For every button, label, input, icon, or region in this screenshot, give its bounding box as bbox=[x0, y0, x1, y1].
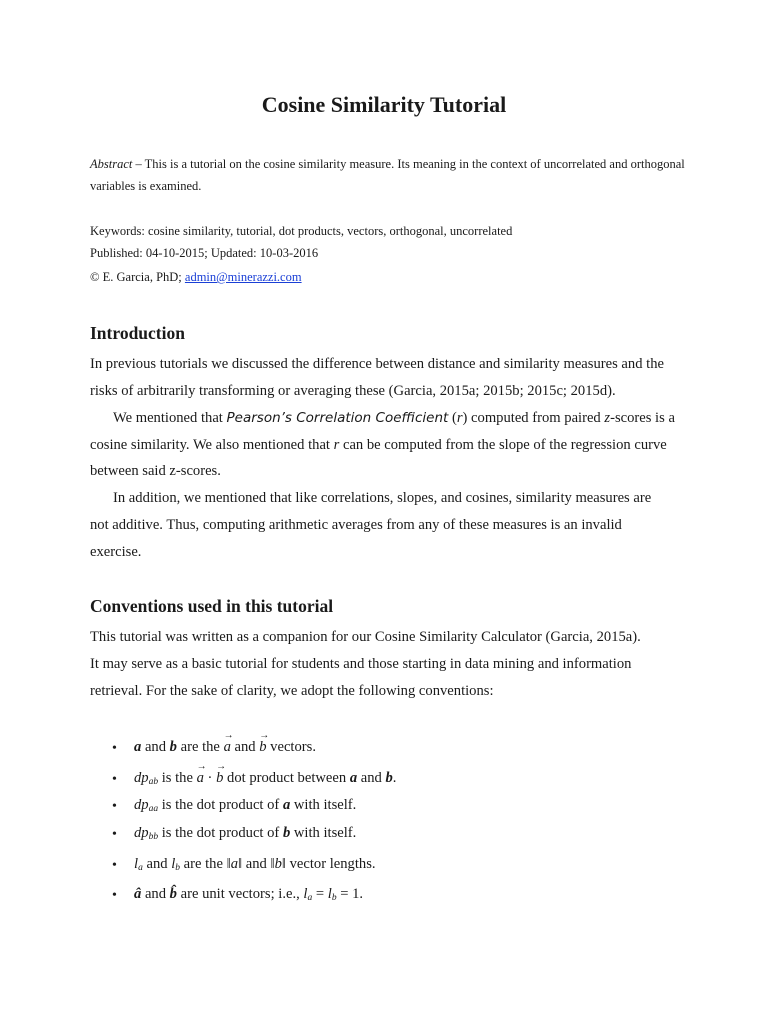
text: are the bbox=[176, 739, 224, 755]
z-symbol: z bbox=[604, 410, 611, 426]
a-symbol: a bbox=[134, 739, 142, 755]
intro-p2-text-c: ) computed from paired bbox=[462, 410, 605, 426]
vector-a-symbol: → a bbox=[197, 770, 204, 787]
l-symbol: l bbox=[327, 886, 332, 902]
intro-paragraph-3-line-3: exercise. bbox=[90, 544, 142, 560]
intro-p2-text-a: We mentioned that bbox=[113, 410, 227, 426]
abstract-label: Abstract bbox=[90, 157, 133, 171]
subscript: b bbox=[331, 893, 337, 903]
abstract-text-1: – This is a tutorial on the cosine similarity measure. Its meaning in the context of uncorrelated and orthogonal bbox=[132, 157, 685, 171]
bullet-item-vectors bbox=[134, 739, 316, 756]
unit-b-symbol: b̂ bbox=[169, 886, 177, 902]
bullet-item-lengths bbox=[134, 856, 376, 873]
author-line bbox=[90, 270, 302, 285]
intro-paragraph-3-line-1: In addition, we mentioned that like correlations, slopes, and cosines, similarity measures are bbox=[113, 490, 652, 506]
conventions-heading: Conventions used in this tutorial bbox=[90, 596, 334, 616]
abstract-line-2: variables is examined. bbox=[90, 179, 202, 193]
intro-p2-text-d: -scores is a bbox=[610, 410, 675, 426]
intro-paragraph-1-line-1: In previous tutorials we discussed the difference between distance and similarity measures and the bbox=[90, 356, 664, 372]
text: and bbox=[141, 886, 170, 902]
dp-symbol: dp bbox=[134, 825, 149, 841]
subscript: a bbox=[307, 893, 313, 903]
bullet-item-dpab bbox=[134, 770, 396, 787]
l-symbol: l bbox=[134, 856, 139, 872]
subscript: aa bbox=[148, 804, 159, 814]
text: with itself. bbox=[290, 797, 357, 813]
bullet-marker: • bbox=[112, 741, 117, 756]
dp-symbol: dp bbox=[134, 797, 149, 813]
subscript: b bbox=[175, 863, 180, 873]
text: and bbox=[242, 856, 271, 872]
r-symbol: r bbox=[456, 410, 463, 426]
text: = bbox=[312, 886, 328, 902]
dot-operator: · bbox=[203, 770, 217, 786]
text: vector lengths. bbox=[285, 856, 376, 872]
dp-symbol: dp bbox=[134, 770, 149, 786]
text: = 1. bbox=[336, 886, 364, 902]
text: are unit vectors; i.e., bbox=[176, 886, 304, 902]
keywords: Keywords: cosine similarity, tutorial, dot products, vectors, orthogonal, uncorrelated bbox=[90, 224, 513, 238]
document-title: Cosine Similarity Tutorial bbox=[261, 92, 507, 117]
unit-a-symbol: â bbox=[134, 886, 142, 902]
bullet-marker: • bbox=[112, 772, 117, 787]
text: are the bbox=[180, 856, 227, 872]
vector-a-symbol: → a bbox=[224, 739, 231, 756]
abstract-line-1 bbox=[90, 157, 685, 172]
b-symbol: b bbox=[169, 739, 177, 755]
intro-paragraph-2-line-2 bbox=[90, 437, 667, 454]
b-symbol: b bbox=[282, 825, 291, 841]
author-email-link[interactable]: admin@minerazzi.com bbox=[184, 270, 302, 284]
bullet-item-unit-vectors bbox=[134, 886, 363, 903]
vector-b-symbol: → b bbox=[216, 770, 223, 787]
l-symbol: l bbox=[303, 886, 308, 902]
subscript: a bbox=[138, 863, 143, 873]
a-symbol: a bbox=[282, 797, 291, 813]
l-symbol: l bbox=[171, 856, 176, 872]
bullet-marker: • bbox=[112, 888, 117, 903]
bullet-item-dpbb bbox=[134, 825, 356, 842]
intro-p2-text-b: ( bbox=[448, 410, 457, 426]
published-date: Published: 04-10-2015; Updated: 10-03-2016 bbox=[90, 246, 319, 260]
bullet-marker: • bbox=[112, 858, 117, 873]
a-symbol: a bbox=[349, 770, 358, 786]
conventions-paragraph-2-line-2: retrieval. For the sake of clarity, we adopt the following conventions: bbox=[90, 683, 494, 699]
intro-p2-line2-b: can be computed from the slope of the regression curve bbox=[339, 437, 667, 453]
pearson-term: Pearson’s Correlation Coefficient bbox=[226, 410, 449, 426]
vector-b-symbol: → b bbox=[259, 739, 266, 756]
conventions-paragraph-2-line-1: It may serve as a basic tutorial for students and those starting in data mining and information bbox=[90, 656, 632, 672]
intro-paragraph-3-line-2: not additive. Thus, computing arithmetic averages from any of these measures is an invalid bbox=[90, 517, 622, 533]
norm-a-symbol: ‖a‖ bbox=[226, 856, 243, 872]
text: is the dot product of bbox=[158, 825, 283, 841]
subscript: bb bbox=[148, 832, 159, 842]
text: and bbox=[230, 739, 260, 755]
text: and bbox=[142, 856, 172, 872]
bullet-marker: • bbox=[112, 827, 117, 842]
text: is the bbox=[158, 770, 197, 786]
b-symbol: b bbox=[385, 770, 393, 786]
intro-paragraph-2-line-1 bbox=[113, 410, 675, 427]
bullet-marker: • bbox=[112, 799, 117, 814]
conventions-paragraph-1: This tutorial was written as a companion for our Cosine Similarity Calculator (Garcia, 2015a). bbox=[90, 629, 641, 645]
introduction-heading: Introduction bbox=[90, 323, 185, 343]
bullet-item-dpaa bbox=[134, 797, 356, 814]
r-symbol: r bbox=[333, 437, 340, 453]
text: dot product between bbox=[223, 770, 350, 786]
author-name: © E. Garcia, PhD; bbox=[90, 270, 185, 284]
intro-paragraph-1-line-2: risks of arbitrarily transforming or averaging these (Garcia, 2015a; 2015b; 2015c; 2015d). bbox=[90, 383, 616, 399]
norm-b-symbol: ‖b‖ bbox=[270, 856, 286, 872]
text: vectors. bbox=[266, 739, 316, 755]
text: is the dot product of bbox=[158, 797, 283, 813]
text: . bbox=[392, 770, 397, 786]
subscript: ab bbox=[148, 777, 159, 787]
text: and bbox=[357, 770, 386, 786]
text: with itself. bbox=[290, 825, 357, 841]
intro-p2-line2-a: cosine similarity. We also mentioned that bbox=[90, 437, 334, 453]
intro-paragraph-2-line-3: between said z-scores. bbox=[90, 463, 221, 479]
text: and bbox=[141, 739, 170, 755]
